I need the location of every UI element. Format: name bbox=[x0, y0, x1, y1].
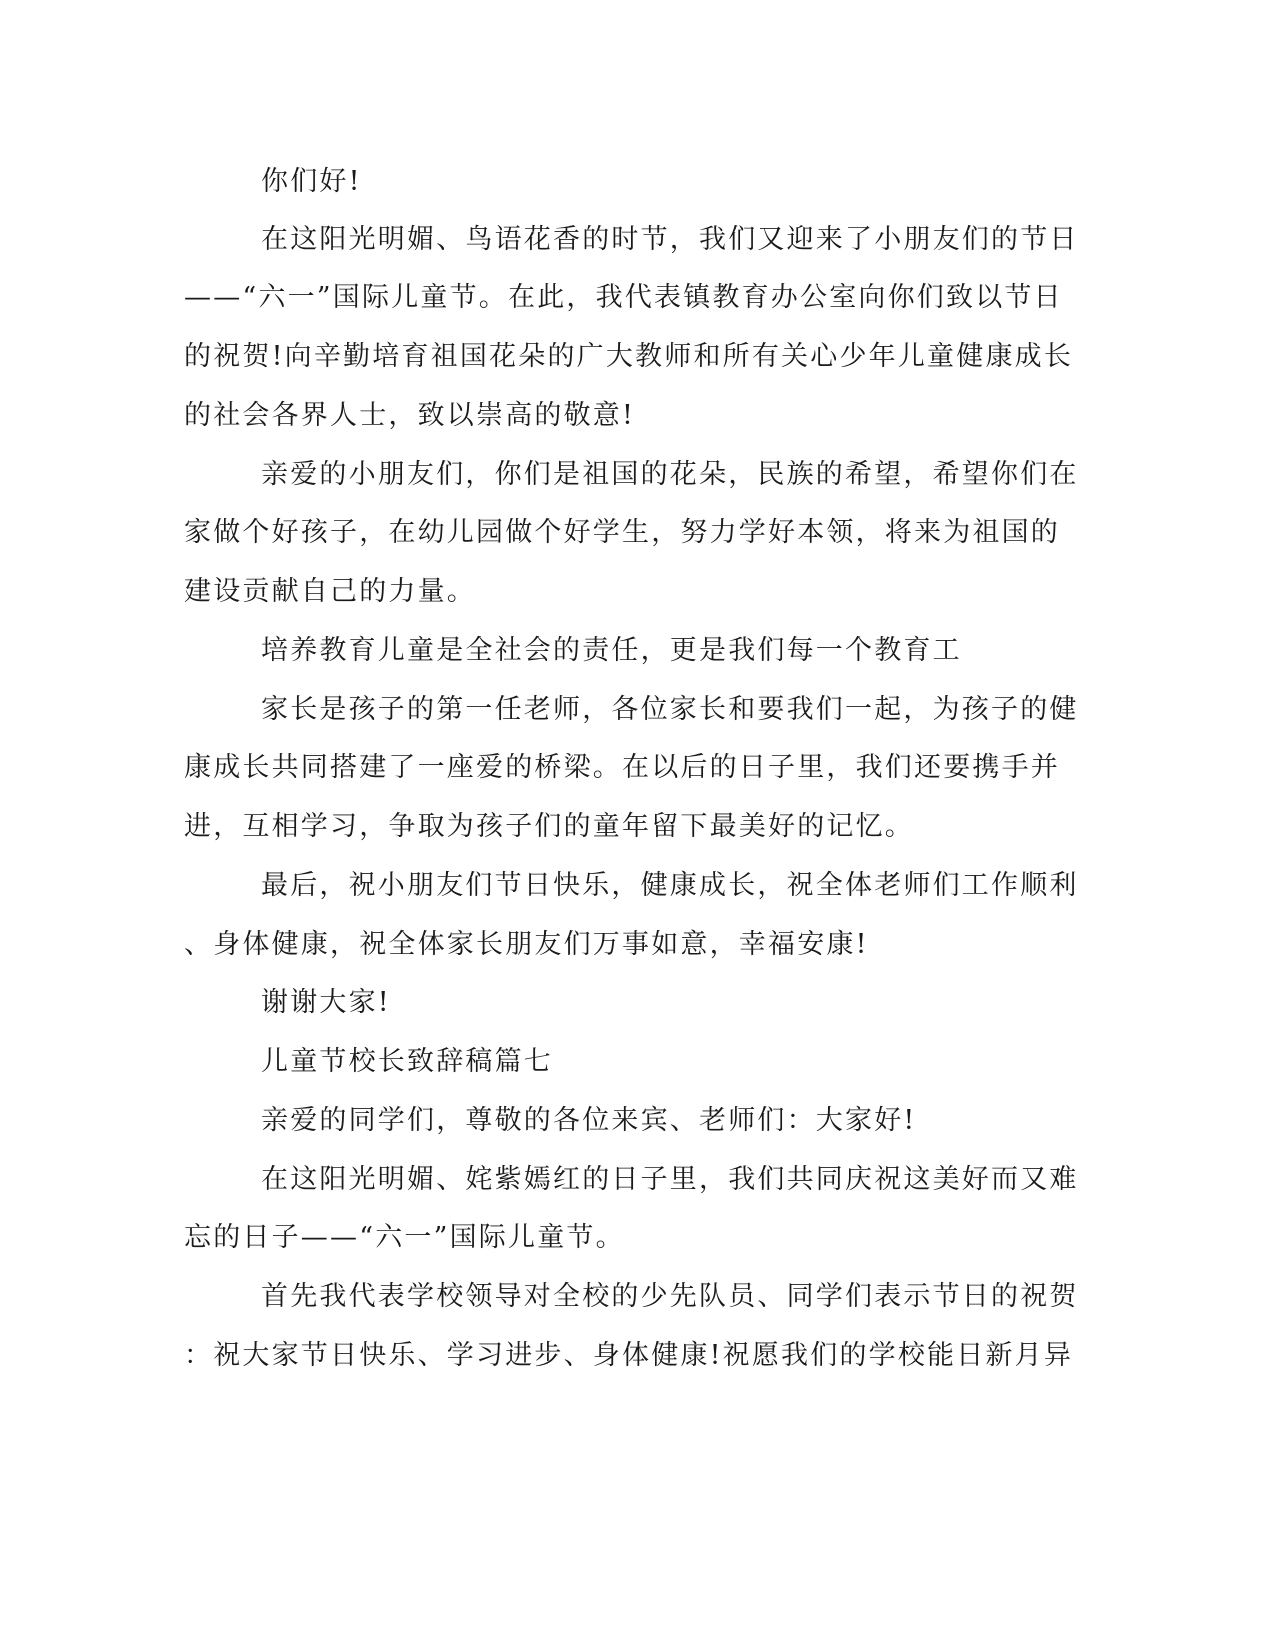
closing-line: 谢谢大家! bbox=[261, 987, 391, 1018]
paragraph-line: 的祝贺!向辛勤培育祖国花朵的广大教师和所有关心少年儿童健康成长 bbox=[184, 341, 1074, 372]
paragraph-line: 建设贡献自己的力量。 bbox=[184, 576, 476, 607]
paragraph-line: 亲爱的小朋友们，你们是祖国的花朵，民族的希望，希望你们在 bbox=[261, 459, 1079, 490]
paragraph-line: 最后，祝小朋友们节日快乐，健康成长，祝全体老师们工作顺利 bbox=[261, 870, 1079, 901]
paragraph-line: 、身体健康，祝全体家长朋友们万事如意，幸福安康! bbox=[184, 929, 869, 960]
paragraph-line: 首先我代表学校领导对全校的少先队员、同学们表示节日的祝贺 bbox=[261, 1281, 1079, 1312]
paragraph-line: 在这阳光明媚、鸟语花香的时节，我们又迎来了小朋友们的节日 bbox=[261, 224, 1079, 255]
greeting-line: 你们好! bbox=[261, 166, 362, 197]
paragraph-line: ——“六一”国际儿童节。在此，我代表镇教育办公室向你们致以节日 bbox=[184, 282, 1063, 313]
paragraph-line: 康成长共同搭建了一座爱的桥梁。在以后的日子里，我们还要携手并 bbox=[184, 752, 1060, 783]
paragraph-line: 忘的日子——“六一”国际儿童节。 bbox=[184, 1222, 625, 1253]
paragraph-line: 家做个好孩子，在幼儿园做个好学生，努力学好本领，将来为祖国的 bbox=[184, 517, 1060, 548]
paragraph-line: ：祝大家节日快乐、学习进步、身体健康!祝愿我们的学校能日新月异 bbox=[184, 1340, 1074, 1371]
section-heading: 儿童节校长致辞稿篇七 bbox=[261, 1046, 553, 1077]
paragraph-line: 进，互相学习，争取为孩子们的童年留下最美好的记忆。 bbox=[184, 811, 914, 842]
paragraph-line: 的社会各界人士，致以崇高的敬意! bbox=[184, 400, 636, 431]
paragraph-line: 培养教育儿童是全社会的责任，更是我们每一个教育工 bbox=[261, 635, 962, 666]
paragraph-line: 在这阳光明媚、姹紫嫣红的日子里，我们共同庆祝这美好而又难 bbox=[261, 1164, 1079, 1195]
paragraph-line: 家长是孩子的第一任老师，各位家长和要我们一起，为孩子的健 bbox=[261, 694, 1079, 725]
salutation-line: 亲爱的同学们，尊敬的各位来宾、老师们：大家好! bbox=[261, 1105, 917, 1136]
